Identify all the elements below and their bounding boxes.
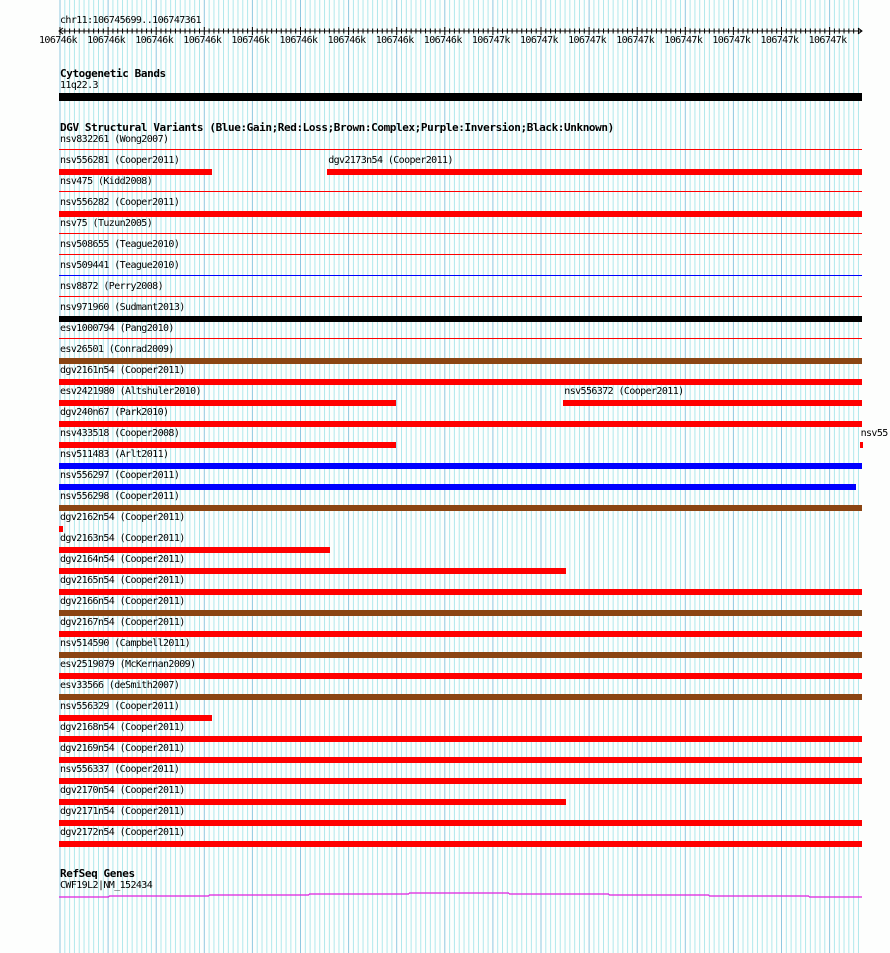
ruler-tick-label: 106747k bbox=[616, 35, 655, 46]
variant-label[interactable]: dgv2167n54 (Cooper2011) bbox=[60, 617, 185, 628]
variant-bar-loss[interactable] bbox=[59, 820, 862, 826]
variant-bar-loss[interactable] bbox=[59, 400, 396, 406]
variant-label[interactable]: dgv2162n54 (Cooper2011) bbox=[60, 512, 185, 523]
variant-label[interactable]: dgv2161n54 (Cooper2011) bbox=[60, 365, 185, 376]
variant-label[interactable]: nsv556337 (Cooper2011) bbox=[60, 764, 180, 775]
variant-label[interactable]: dgv2172n54 (Cooper2011) bbox=[60, 827, 185, 838]
variant-label[interactable]: nsv55 bbox=[860, 428, 888, 439]
variant-bar-loss[interactable] bbox=[59, 736, 862, 742]
variant-label[interactable]: nsv475 (Kidd2008) bbox=[60, 176, 153, 187]
cytoband-label: 11q22.3 bbox=[60, 80, 98, 91]
variant-bar-loss[interactable] bbox=[59, 547, 330, 553]
variant-label[interactable]: nsv556372 (Cooper2011) bbox=[564, 386, 684, 397]
variant-label[interactable]: esv2519079 (McKernan2009) bbox=[60, 659, 196, 670]
ruler-tick-label: 106747k bbox=[520, 35, 558, 46]
variant-label[interactable]: nsv508655 (Teague2010) bbox=[60, 239, 180, 250]
variant-bar-complex[interactable] bbox=[59, 505, 862, 511]
variant-label[interactable]: nsv556329 (Cooper2011) bbox=[60, 701, 180, 712]
ruler-tick-label: 106746k bbox=[375, 35, 414, 46]
variant-label[interactable]: dgv2168n54 (Cooper2011) bbox=[60, 722, 185, 733]
ruler-tick-label: 106746k bbox=[87, 35, 126, 46]
variant-label[interactable]: nsv433518 (Cooper2008) bbox=[60, 428, 180, 439]
variant-bar-loss[interactable] bbox=[59, 757, 862, 763]
variant-bar-loss[interactable] bbox=[59, 233, 862, 234]
ruler-tick-label: 106746k bbox=[327, 35, 366, 46]
variant-bar-complex[interactable] bbox=[59, 610, 862, 616]
variant-label[interactable]: dgv2166n54 (Cooper2011) bbox=[60, 596, 185, 607]
variant-label[interactable]: dgv2171n54 (Cooper2011) bbox=[60, 806, 185, 817]
variant-label[interactable]: nsv8872 (Perry2008) bbox=[60, 281, 163, 292]
variant-bar-loss[interactable] bbox=[59, 526, 63, 532]
variant-bar-loss[interactable] bbox=[59, 169, 212, 175]
ruler-tick-label: 106747k bbox=[808, 35, 847, 46]
variant-bar-loss[interactable] bbox=[59, 211, 862, 217]
variant-bar-loss[interactable] bbox=[59, 442, 396, 448]
ruler-tick-label: 106747k bbox=[568, 35, 607, 46]
ruler-tick-label: 106747k bbox=[712, 35, 751, 46]
variant-bar-loss[interactable] bbox=[59, 568, 566, 574]
variant-bar-loss[interactable] bbox=[327, 169, 862, 175]
variant-bar-loss[interactable] bbox=[59, 841, 862, 847]
variant-bar-loss[interactable] bbox=[59, 589, 862, 595]
variant-bar-loss[interactable] bbox=[59, 191, 862, 192]
variant-label[interactable]: nsv556281 (Cooper2011) bbox=[60, 155, 180, 166]
variant-bar-gain[interactable] bbox=[59, 275, 862, 276]
variant-label[interactable]: esv1000794 (Pang2010) bbox=[60, 323, 174, 334]
variant-label[interactable]: dgv2165n54 (Cooper2011) bbox=[60, 575, 185, 586]
ruler-tick-label: 106746k bbox=[279, 35, 318, 46]
variant-label[interactable]: esv33566 (deSmith2007) bbox=[60, 680, 180, 691]
variant-label[interactable]: dgv2164n54 (Cooper2011) bbox=[60, 554, 185, 565]
ruler-tick-label: 106746k bbox=[183, 35, 222, 46]
cytoband-track-title[interactable]: Cytogenetic Bands bbox=[60, 67, 166, 80]
variant-bar-complex[interactable] bbox=[59, 358, 862, 364]
variant-label[interactable]: dgv2169n54 (Cooper2011) bbox=[60, 743, 185, 754]
variant-bar-loss[interactable] bbox=[59, 673, 862, 679]
variant-label[interactable]: nsv511483 (Arlt2011) bbox=[60, 449, 169, 460]
variant-bar-loss[interactable] bbox=[59, 379, 862, 385]
ruler-tick-label: 106746k bbox=[423, 35, 462, 46]
ruler-tick-label: 106747k bbox=[664, 35, 703, 46]
variant-bar-loss[interactable] bbox=[59, 799, 566, 805]
variant-label[interactable]: nsv971960 (Sudmant2013) bbox=[60, 302, 185, 313]
variant-label[interactable]: dgv2170n54 (Cooper2011) bbox=[60, 785, 185, 796]
refseq-track-title[interactable]: RefSeq Genes bbox=[60, 867, 135, 880]
variant-label[interactable]: esv2421980 (Altshuler2010) bbox=[60, 386, 201, 397]
variant-bar-loss[interactable] bbox=[59, 254, 862, 255]
variant-bar-loss[interactable] bbox=[59, 715, 212, 721]
cytoband-bar[interactable] bbox=[59, 93, 862, 101]
variant-bar-gain[interactable] bbox=[59, 484, 856, 490]
variant-bar-loss[interactable] bbox=[59, 631, 862, 637]
variant-bar-loss[interactable] bbox=[59, 149, 862, 150]
variant-label[interactable]: nsv556282 (Cooper2011) bbox=[60, 197, 180, 208]
variant-bar-unknown[interactable] bbox=[59, 316, 862, 322]
ruler-tick-label: 106746k bbox=[39, 35, 77, 46]
variant-label[interactable]: nsv509441 (Teague2010) bbox=[60, 260, 180, 271]
variant-label[interactable]: nsv556298 (Cooper2011) bbox=[60, 491, 180, 502]
variant-bar-loss[interactable] bbox=[59, 296, 862, 297]
ruler-tick-label: 106747k bbox=[760, 35, 799, 46]
variant-bar-complex[interactable] bbox=[59, 694, 862, 700]
variant-bar-gain[interactable] bbox=[59, 463, 862, 469]
variant-label[interactable]: nsv75 (Tuzun2005) bbox=[60, 218, 153, 229]
variant-bar-loss[interactable] bbox=[59, 338, 862, 339]
variant-bar-loss[interactable] bbox=[860, 442, 863, 448]
refseq-gene-label[interactable]: CWF19L2|NM_152434 bbox=[60, 880, 153, 891]
position-label: chr11:106745699..106747361 bbox=[60, 15, 201, 26]
ruler-tick-label: 106746k bbox=[231, 35, 270, 46]
dgv-track-title[interactable]: DGV Structural Variants (Blue:Gain;Red:Loss;Brown:Complex;Purple:Inversion;Black:Unknown) bbox=[60, 121, 614, 134]
variant-bar-loss[interactable] bbox=[59, 778, 862, 784]
variant-bar-loss[interactable] bbox=[59, 421, 862, 427]
variant-label[interactable]: esv26501 (Conrad2009) bbox=[60, 344, 174, 355]
variant-bar-loss[interactable] bbox=[563, 400, 862, 406]
ruler-tick-label: 106746k bbox=[135, 35, 174, 46]
variant-label[interactable]: nsv832261 (Wong2007) bbox=[60, 134, 169, 145]
variant-label[interactable]: dgv2163n54 (Cooper2011) bbox=[60, 533, 185, 544]
refseq-gene-model[interactable] bbox=[0, 885, 890, 905]
variant-label[interactable]: nsv514590 (Campbell2011) bbox=[60, 638, 191, 649]
variant-bar-complex[interactable] bbox=[59, 652, 862, 658]
variant-label[interactable]: dgv2173n54 (Cooper2011) bbox=[328, 155, 453, 166]
variant-label[interactable]: nsv556297 (Cooper2011) bbox=[60, 470, 180, 481]
ruler-tick-label: 106747k bbox=[471, 35, 510, 46]
variant-label[interactable]: dgv240n67 (Park2010) bbox=[60, 407, 169, 418]
